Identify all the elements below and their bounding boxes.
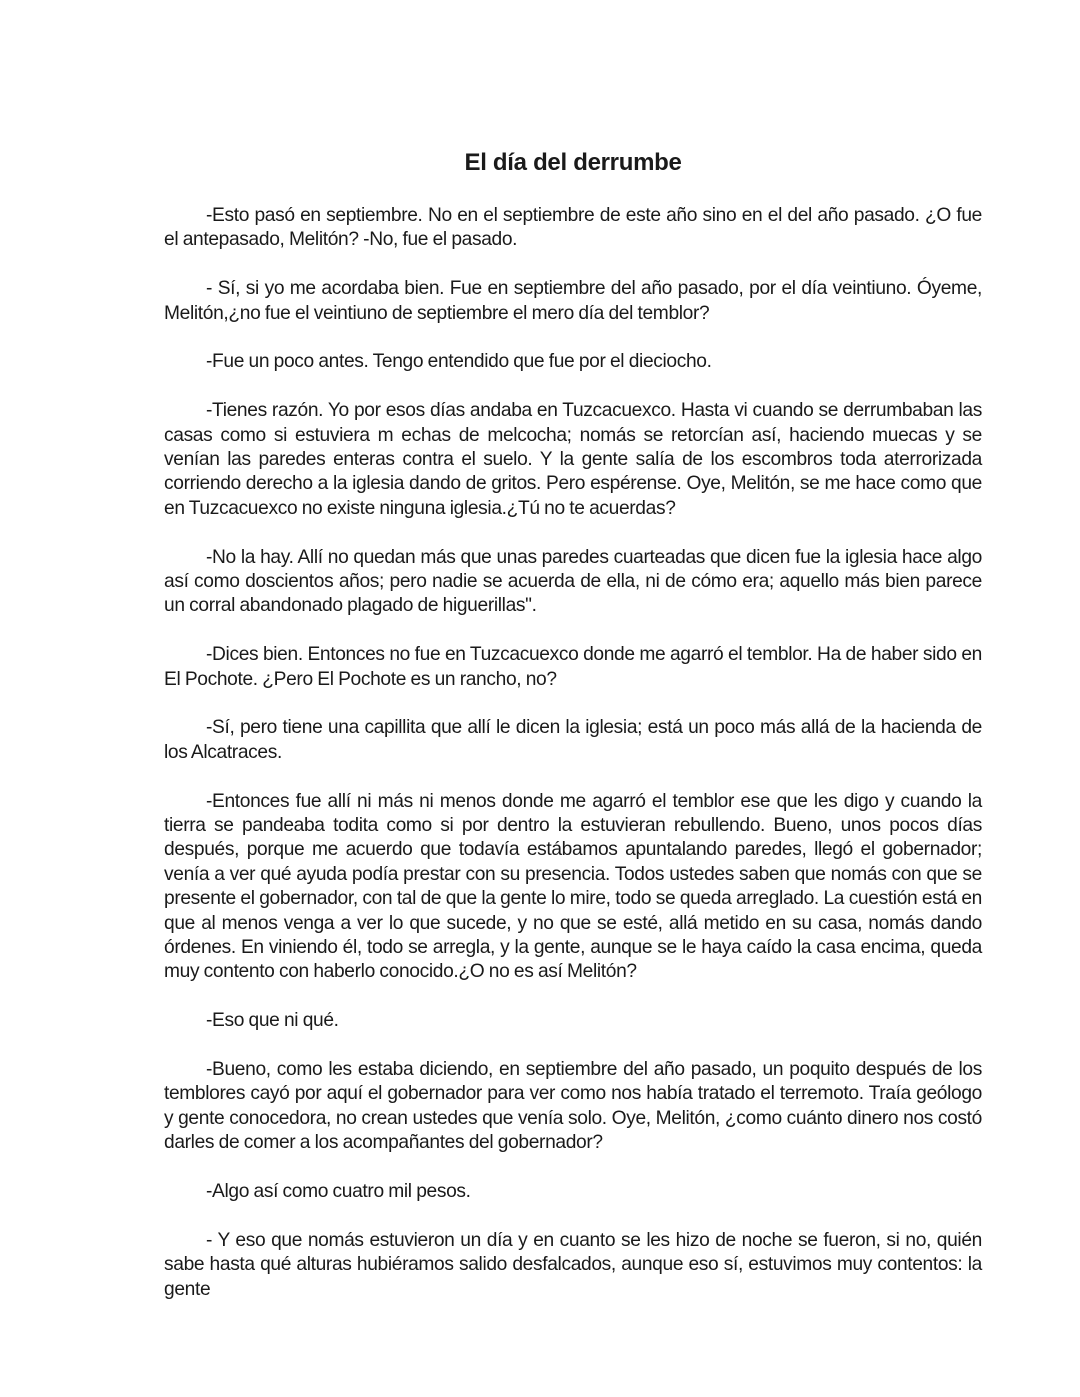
paragraph: - Y eso que nomás estuvieron un día y en cuanto se les hizo de noche se fueron, si no, quién sabe hasta qué alturas hubiéramos salido desfalcados, aunque eso sí, estuvimos muy contentos: la gente — [164, 1229, 982, 1300]
paragraph: -Tienes razón. Yo por esos días andaba en Tuzcacuexco. Hasta vi cuando se derrumbaban las casas como si estuviera m echas de melcocha; nomás se retorcían así, haciendo muecas y se venían las paredes enteras contra el suelo. Y la gente salía de los escombros toda aterrorizada corriendo derecho a la iglesia dando de gritos. Pero espérense. Oye, Melitón, se me hace como que en Tuzcacuexco no existe ninguna iglesia.¿Tú no te acuerdas? — [164, 400, 982, 519]
document-page — [164, 148, 982, 1327]
paragraph: -No la hay. Allí no quedan más que unas paredes cuarteadas que dicen fue la iglesia hace algo así como doscientos años; pero nadie se acuerda de ella, ni de cómo era; aquello más bien parece un corral abandonado plagado de higuerillas". — [164, 546, 982, 617]
paragraph: -Bueno, como les estaba diciendo, en septiembre del año pasado, un poquito después de los temblores cayó por aquí el gobernador para ver como nos había tratado el terremoto. Traía geólogo y gente conocedora, no crean ustedes que venía solo. Oye, Melitón, ¿como cuánto dinero nos costó darles de comer a los acompañantes del gobernador? — [164, 1059, 982, 1154]
paragraph: -Eso que ni qué. — [206, 1010, 339, 1032]
paragraph: -Sí, pero tiene una capillita que allí le dicen la iglesia; está un poco más allá de la hacienda de los Alcatraces. — [164, 717, 982, 763]
paragraph: -Entonces fue allí ni más ni menos donde me agarró el temblor ese que les digo y cuando la tierra se pandeaba todita como si por dentro la estuvieran rebullendo. Bueno, unos pocos días después, porque me acuerdo que todavía estábamos apuntalando paredes, llegó el gobernador; venía a ver qué ayuda podía prestar con su presencia. Todos ustedes saben que nomás con que se presente el gobernador, con tal de que la gente lo mire, todo se queda arreglado. La cuestión está en que al menos venga a ver lo que sucede, y no que se esté, allá metido en su casa, nomás dando órdenes. En viniendo él, todo se arregla, y la gente, aunque se le haya caído la casa encima, queda muy contento con haberlo conocido.¿O no es así Melitón? — [164, 790, 982, 983]
paragraph: -Algo así como cuatro mil pesos. — [206, 1181, 471, 1203]
paragraph: - Sí, si yo me acordaba bien. Fue en septiembre del año pasado, por el día veintiuno. Óyeme, Melitón,¿no fue el veintiuno de septiembre el mero día del temblor? — [164, 278, 982, 324]
paragraph: -Esto pasó en septiembre. No en el septiembre de este año sino en el del año pasado. ¿O fue el antepasado, Melitón? -No, fue el pasado. — [164, 205, 982, 251]
document-title: El día del derrumbe — [464, 149, 682, 176]
paragraph: -Dices bien. Entonces no fue en Tuzcacuexco donde me agarró el temblor. Ha de haber sido en El Pochote. ¿Pero El Pochote es un rancho, no? — [164, 644, 982, 690]
paragraph: -Fue un poco antes. Tengo entendido que fue por el dieciocho. — [206, 351, 712, 373]
